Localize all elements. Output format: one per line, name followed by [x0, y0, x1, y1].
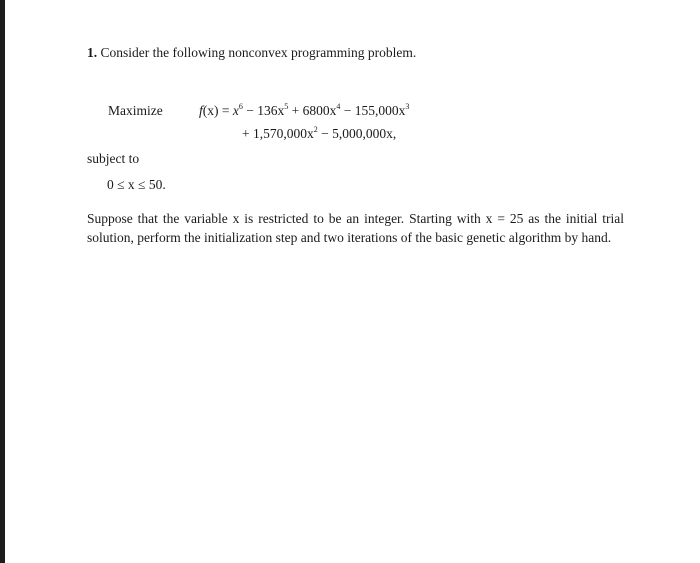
term-4-exponent: 3: [405, 102, 410, 111]
term-1-base: x: [232, 103, 239, 118]
subject-to-label: subject to: [87, 151, 140, 166]
problem-instructions: Suppose that the variable x is restricted to be an integer. Starting with x = 25 as the initial trial solution, perform the initialization step and two iterations of the basic genetic algorithm by hand.: [87, 211, 624, 245]
term-1-exponent: 6: [238, 102, 243, 111]
problem-heading: [87, 45, 416, 61]
problem-number: 1.: [87, 45, 98, 60]
left-edge-border: [0, 0, 5, 563]
term-5-exponent: 2: [313, 125, 318, 134]
function-arg: (x) =: [202, 103, 233, 118]
maximize-label: Maximize: [108, 103, 163, 118]
term-5: + 1,570,000x: [242, 126, 314, 141]
term-3-exponent: 4: [336, 102, 341, 111]
term-2-exponent: 5: [284, 102, 289, 111]
term-4: − 155,000x: [340, 103, 406, 118]
term-6: − 5,000,000x,: [317, 126, 397, 141]
term-2: − 136x: [242, 103, 285, 118]
constraint: 0 ≤ x ≤ 50.: [107, 177, 166, 192]
objective-function-line-1: [199, 103, 409, 119]
term-3: + 6800x: [288, 103, 337, 118]
function-name: f: [199, 103, 203, 118]
objective-function-line-2: [242, 126, 396, 142]
problem-heading-text: Consider the following nonconvex programming problem.: [100, 45, 417, 60]
